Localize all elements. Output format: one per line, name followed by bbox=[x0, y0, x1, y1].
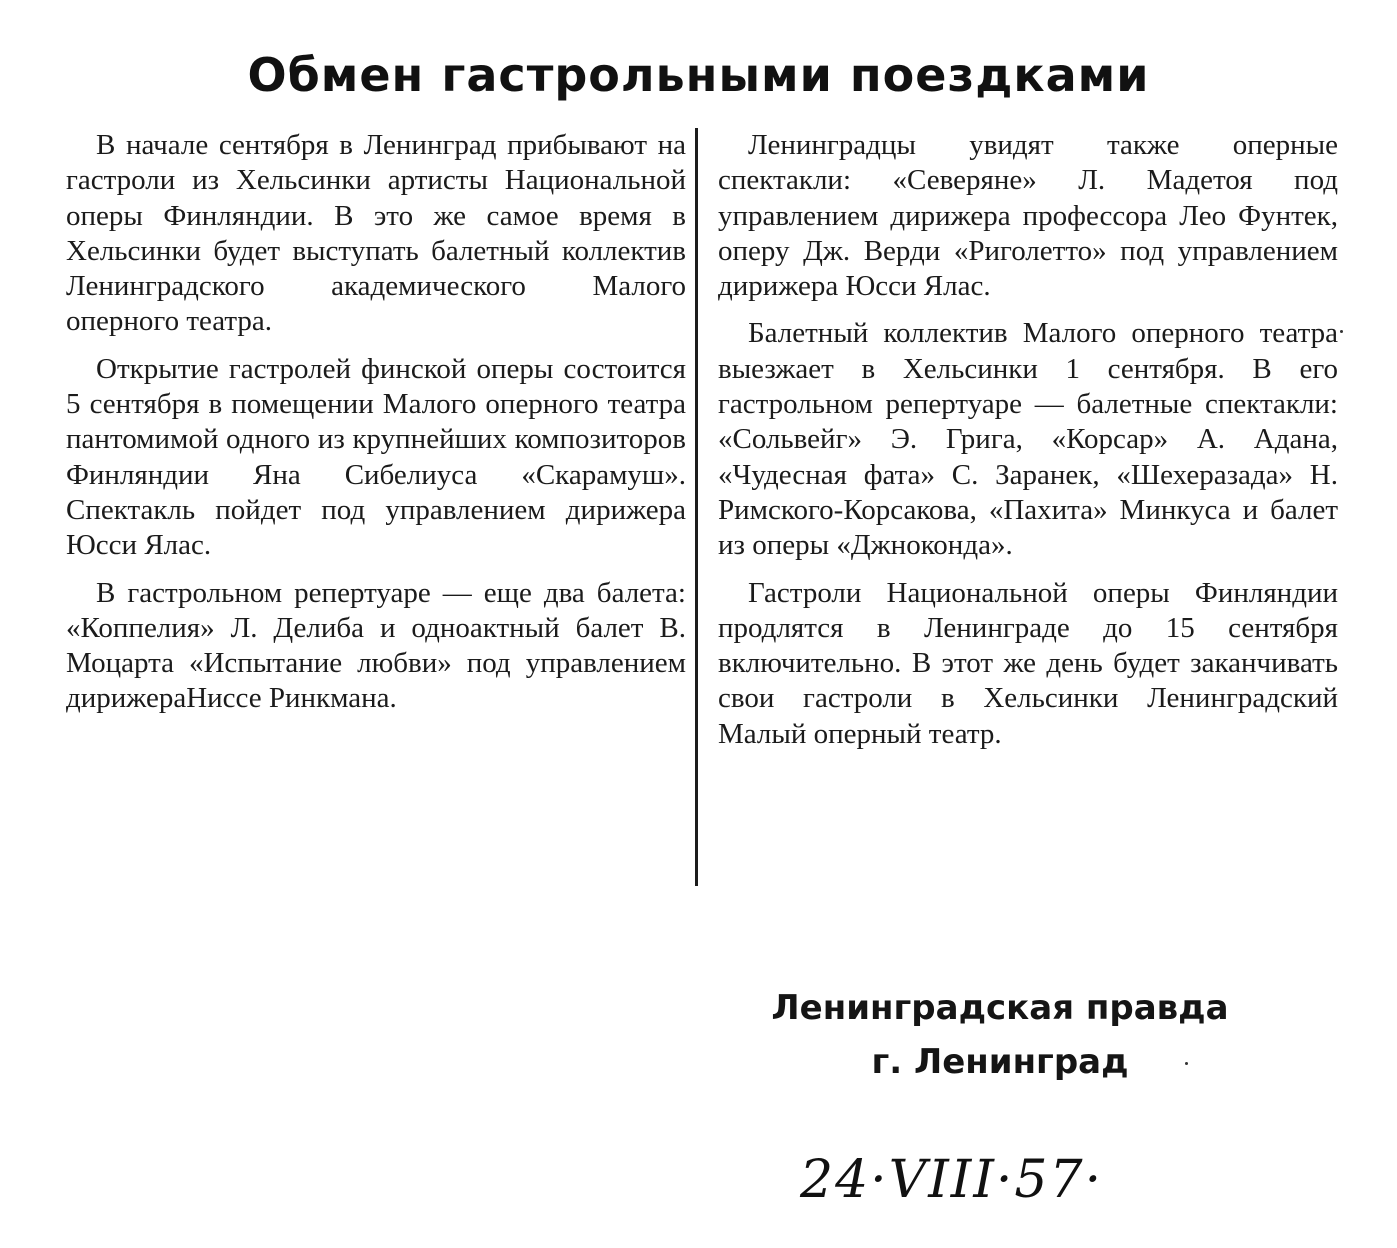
paragraph: Гастроли Национальной оперы Финляндии продлятся в Ленинграде до 15 сентября включительно. В этот же день будет заканчивать свои гастроли в Хельсинки Ленинградский Малый оперный театр. bbox=[718, 576, 1338, 750]
left-column bbox=[66, 128, 686, 729]
paragraph: В начале сентября в Ленинград прибывают на гастроли из Хельсинки артисты Национальной оперы Финляндии. В это же самое время в Хельсинки будет выступать балетный коллектив Ленинградского академического Малого оперного театра. bbox=[66, 129, 686, 338]
paragraph: Ленинградцы увидят также оперные спектакли: «Северяне» Л. Мадетоя под управлением дирижера профессора Лео Фунтек, оперу Дж. Верди «Риголетто» под управлением дирижера Юсси Ялас. bbox=[718, 129, 1338, 303]
paragraph: Балетный коллектив Малого оперного театра выезжает в Хельсинки 1 сентября. В его гастрольном репертуаре — балетные спектакли: «Сольвейг» Э. Грига, «Корсар» А. Адана, «Чудесная фата» С. Заранек, «Шехеразада» Н. Римского-Корсакова, «Пахита» Минкуса и балет из оперы «Джноконда». bbox=[718, 317, 1338, 562]
handwritten-date: 24·VIII·57· bbox=[800, 1150, 1104, 1210]
column-divider bbox=[695, 128, 698, 886]
source-paper-stamp: Ленинградская правда bbox=[771, 988, 1229, 1028]
headline: Обмен гастрольными поездками bbox=[247, 48, 1150, 102]
ink-speck bbox=[1340, 330, 1343, 333]
source-city-stamp: г. Ленинград bbox=[871, 1042, 1129, 1082]
paragraph: В гастрольном репертуаре — еще два балета: «Коппелия» Л. Делиба и одноактный балет В. Моцарта «Испытание любви» под управлением дирижераНиссе Ринкмана. bbox=[66, 576, 686, 715]
paragraph: Открытие гастролей финской оперы состоится 5 сентября в помещении Малого оперного театра пантомимой одного из крупнейших композиторов Финляндии Яна Сибелиуса «Скарамуш». Спектакль пойдет под управлением дирижера Юсси Ялас. bbox=[66, 352, 686, 562]
ink-speck bbox=[1185, 1062, 1188, 1065]
right-column bbox=[718, 128, 1338, 764]
